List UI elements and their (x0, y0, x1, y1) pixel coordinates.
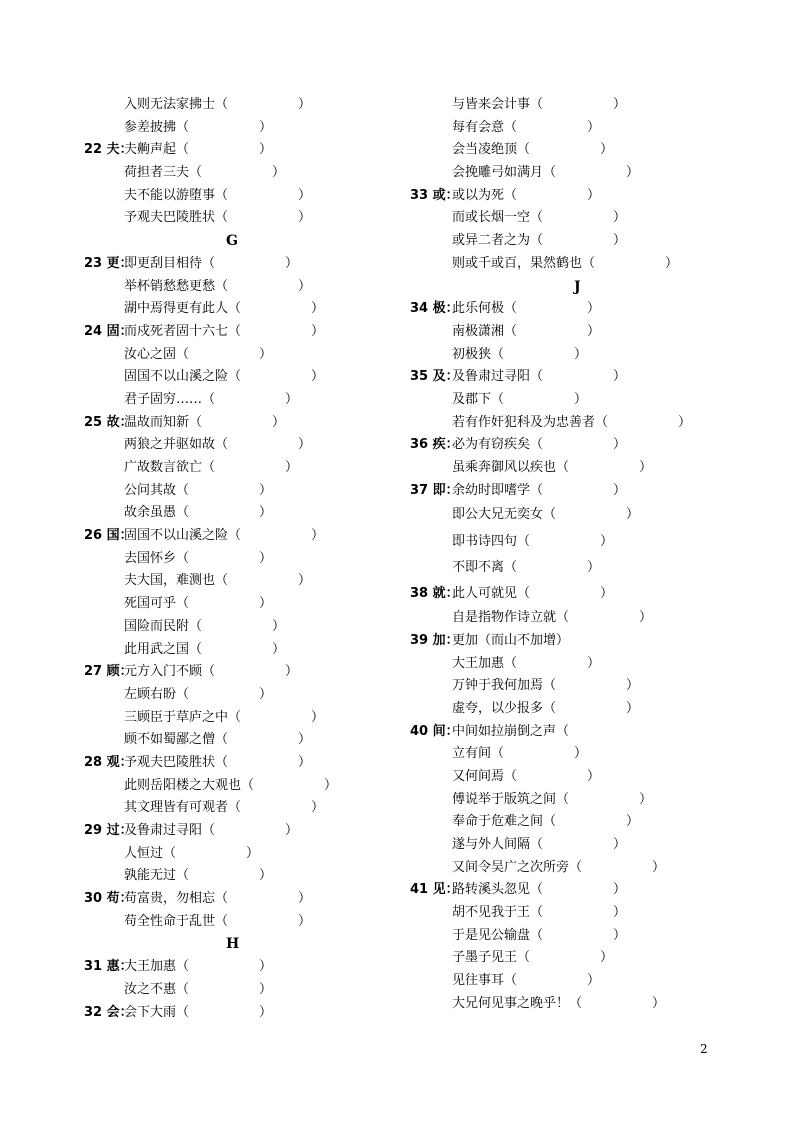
example-sentence: 路转溪头忽见（ (452, 882, 544, 898)
left-column (84, 94, 404, 1024)
example-sentence: 死国可乎（ (124, 596, 190, 612)
exercise-line (410, 412, 740, 435)
section-heading: J (574, 278, 581, 295)
exercise-line (410, 344, 740, 367)
example-sentence: 夫不能以游堕事（ (124, 187, 229, 203)
exercise-line (410, 555, 740, 581)
exercise-line (84, 548, 404, 571)
entry-heading: 36 疾： (410, 437, 459, 453)
example-sentence: 又何间焉（ (452, 768, 518, 784)
section-letter (84, 933, 404, 956)
exercise-line (410, 480, 740, 503)
exercise-line (410, 207, 740, 230)
example-sentence: 荷担者三夫（ (124, 165, 203, 181)
answer-blank-close: ） (639, 610, 653, 626)
exercise-line (84, 502, 404, 525)
exercise-line (84, 593, 404, 616)
example-sentence: 苟全性命于乱世（ (124, 913, 229, 929)
example-sentence: 子墨子见王（ (452, 950, 531, 966)
example-sentence: 或异二者之为（ (452, 233, 544, 249)
answer-blank-close: ） (298, 97, 312, 112)
entry-heading: 29 过： (84, 823, 133, 838)
example-sentence: 湖中焉得更有此人（ (124, 301, 242, 317)
answer-blank-close: ） (272, 641, 286, 657)
entry-heading: 41 见： (410, 882, 459, 898)
entry-heading: 26 国： (84, 528, 133, 544)
exercise-line (410, 117, 740, 140)
exercise-line (410, 162, 740, 185)
exercise-line (410, 581, 740, 607)
answer-blank-close: ） (285, 255, 299, 271)
example-sentence: 虽乘奔御风以疾也（ (452, 460, 570, 475)
exercise-line (84, 457, 404, 480)
answer-blank-close: ） (613, 437, 627, 453)
example-sentence: 故余虽愚（ (124, 505, 190, 521)
answer-blank-close: ） (574, 391, 588, 407)
exercise-line (410, 834, 740, 857)
exercise-line (84, 684, 404, 707)
exercise-line (84, 94, 404, 117)
exercise-line (84, 979, 404, 1002)
exercise-line (84, 480, 404, 503)
example-sentence: 左顾右盼（ (124, 686, 190, 702)
exercise-line (84, 570, 404, 593)
exercise-line (410, 653, 740, 676)
entry-heading: 40 间： (410, 723, 459, 739)
answer-blank-close: ） (259, 959, 273, 975)
exercise-line (410, 675, 740, 698)
answer-blank-close: ） (246, 845, 260, 861)
exercise-line (84, 117, 404, 140)
example-sentence: 入则无法家拂士（ (124, 97, 229, 112)
answer-blank-close: ） (298, 732, 312, 748)
exercise-line (84, 797, 404, 820)
exercise-line (410, 925, 740, 948)
exercise-line (410, 698, 740, 721)
answer-blank-close: ） (259, 550, 273, 566)
section-letter (84, 230, 404, 253)
example-sentence: 固国不以山溪之险（ (124, 369, 242, 385)
exercise-line (410, 139, 740, 162)
answer-blank-close: ） (587, 187, 601, 203)
example-sentence: 若有作奸犯科及为忠善者（ (452, 414, 609, 430)
exercise-line (84, 434, 404, 457)
example-sentence: 会挽雕弓如满月（ (452, 165, 557, 181)
answer-blank-close: ） (587, 768, 601, 784)
answer-blank-close: ） (613, 97, 627, 112)
exercise-line (84, 344, 404, 367)
exercise-line (410, 502, 740, 528)
example-sentence: 胡不见我于王（ (452, 905, 544, 921)
example-sentence: 予观夫巴陵胜状（ (124, 754, 229, 770)
example-sentence: 温故而知新（ (124, 414, 203, 430)
example-sentence: 苟富贵，勿相忘（ (124, 891, 229, 907)
answer-blank-close: ） (259, 981, 273, 997)
example-sentence: 举杯销愁愁更愁（ (124, 278, 229, 294)
example-sentence: 万钟于我何加焉（ (452, 678, 557, 694)
entry-heading: 35 及： (410, 369, 459, 385)
exercise-line (84, 366, 404, 389)
example-sentence: 孰能无过（ (124, 868, 190, 884)
exercise-line (84, 729, 404, 752)
exercise-line (410, 94, 740, 117)
entry-heading: 27 顾： (84, 664, 133, 680)
example-sentence: 大王加惠（ (124, 959, 190, 975)
example-sentence: 南极潇湘（ (452, 323, 518, 339)
answer-blank-close: ） (272, 414, 286, 430)
answer-blank-close: ） (259, 142, 273, 158)
example-sentence: 顾不如蜀鄙之僧（ (124, 732, 229, 748)
answer-blank-close: ） (587, 119, 601, 135)
answer-blank-close: ） (259, 119, 273, 135)
example-sentence: 夫齁声起（ (124, 142, 190, 158)
exercise-line (84, 525, 404, 548)
answer-blank-close: ） (613, 837, 627, 852)
answer-blank-close: ） (298, 573, 312, 589)
exercise-line (410, 434, 740, 457)
answer-blank-close: ） (324, 777, 338, 793)
answer-blank-close: ） (285, 823, 299, 838)
exercise-line (84, 1002, 404, 1025)
exercise-line (410, 253, 740, 276)
answer-blank-close: ） (311, 528, 325, 544)
answer-blank-close: ） (626, 507, 640, 523)
entry-heading: 37 即： (410, 482, 459, 498)
example-sentence: 即更刮目相待（ (124, 255, 216, 271)
exercise-line (410, 529, 740, 555)
exercise-line (410, 857, 740, 880)
answer-blank-close: ） (587, 323, 601, 339)
answer-blank-close: ） (587, 559, 601, 575)
example-sentence: 君子固穷……（ (124, 391, 216, 407)
entry-heading: 30 苟： (84, 891, 133, 907)
example-sentence: 即公大兄无奕女（ (452, 507, 557, 523)
exercise-line (84, 911, 404, 934)
exercise-line (410, 230, 740, 253)
answer-blank-close: ） (600, 950, 614, 966)
exercise-line (410, 947, 740, 970)
exercise-line (84, 707, 404, 730)
answer-blank-close: ） (311, 323, 325, 339)
answer-blank-close: ） (574, 746, 588, 762)
example-sentence: 傅说举于版筑之间（ (452, 791, 570, 807)
exercise-line (410, 879, 740, 902)
exercise-line (410, 389, 740, 412)
exercise-line (84, 207, 404, 230)
answer-blank-close: ） (652, 995, 666, 1011)
example-sentence: 与皆来会计事（ (452, 97, 544, 112)
answer-blank-close: ） (600, 585, 614, 601)
entry-heading: 39 加： (410, 632, 459, 648)
exercise-line (84, 888, 404, 911)
answer-blank-close: ） (259, 868, 273, 884)
answer-blank-close: ） (626, 814, 640, 830)
exercise-line (84, 661, 404, 684)
exercise-line (410, 607, 740, 630)
section-heading: G (226, 233, 238, 250)
answer-blank-close: ） (259, 596, 273, 612)
answer-blank-close: ） (639, 791, 653, 807)
answer-blank-close: ） (613, 905, 627, 921)
exercise-line (84, 298, 404, 321)
example-sentence: 或以为死（ (452, 187, 518, 203)
exercise-line (410, 811, 740, 834)
exercise-line (84, 253, 404, 276)
example-sentence: 遂与外人间隔（ (452, 837, 544, 852)
example-sentence: 不即不离（ (452, 559, 518, 575)
exercise-line (410, 185, 740, 208)
answer-blank-close: ） (587, 655, 601, 671)
exercise-line (84, 639, 404, 662)
section-letter (410, 276, 740, 299)
example-sentence: 此乐何极（ (452, 301, 518, 317)
answer-blank-close: ） (626, 700, 640, 716)
example-sentence: 而或长烟一空（ (452, 210, 544, 226)
example-sentence: 及鲁肃过寻阳（ (124, 823, 216, 838)
answer-blank-close: ） (613, 233, 627, 249)
answer-blank-close: ） (259, 482, 273, 498)
section-heading: H (226, 936, 240, 953)
answer-blank-close: ） (298, 210, 312, 226)
answer-blank-close: ） (600, 142, 614, 158)
entry-heading: 24 固： (84, 323, 133, 339)
exercise-line (410, 902, 740, 925)
answer-blank-close: ） (626, 678, 640, 694)
answer-blank-close: ） (626, 165, 640, 181)
answer-blank-close: ） (574, 346, 588, 362)
entry-heading: 25 故： (84, 414, 133, 430)
example-sentence: 必为有窃疾矣（ (452, 437, 544, 453)
example-sentence: 中间如拉崩倒之声（ (452, 723, 570, 739)
exercise-line (410, 721, 740, 744)
example-sentence: 则或千或百，果然鹤也（ (452, 255, 596, 271)
entry-heading: 22 夫： (84, 142, 133, 158)
right-column (410, 94, 740, 1016)
answer-blank-close: ） (613, 927, 627, 943)
answer-blank-close: ） (665, 255, 679, 271)
exercise-line (410, 366, 740, 389)
answer-blank-close: ） (613, 369, 627, 385)
example-sentence: 国险而民附（ (124, 618, 203, 634)
answer-blank-close: ） (272, 165, 286, 181)
example-sentence: 参差披拂（ (124, 119, 190, 135)
entry-heading: 32 会： (84, 1004, 133, 1020)
exercise-line (84, 820, 404, 843)
example-sentence: 公问其故（ (124, 482, 190, 498)
entry-heading: 34 极： (410, 301, 459, 317)
example-sentence: 三顾臣于草庐之中（ (124, 709, 242, 725)
entry-heading: 33 或： (410, 187, 459, 203)
answer-blank-close: ） (298, 278, 312, 294)
exercise-line (410, 298, 740, 321)
exercise-line (84, 843, 404, 866)
example-sentence: 大兄何见事之晚乎！（ (452, 995, 583, 1011)
example-sentence: 立有间（ (452, 746, 505, 762)
exercise-line (410, 970, 740, 993)
answer-blank-close: ） (678, 414, 692, 430)
page-number: 2 (700, 1042, 708, 1056)
answer-blank-close: ） (587, 973, 601, 989)
answer-blank-close: ） (259, 346, 273, 362)
example-sentence: 及鲁肃过寻阳（ (452, 369, 544, 385)
example-sentence: 余幼时即嗜学（ (452, 482, 544, 498)
exercise-line (84, 162, 404, 185)
exercise-line (410, 993, 740, 1016)
exercise-line (84, 412, 404, 435)
example-sentence: 初极狭（ (452, 346, 505, 362)
example-sentence: 而戍死者固十六七（ (124, 323, 242, 339)
example-sentence: 元方入门不顾（ (124, 664, 216, 680)
answer-blank-close: ） (613, 882, 627, 898)
example-sentence: 每有会意（ (452, 119, 518, 135)
example-sentence: 汝心之固（ (124, 346, 190, 362)
example-sentence: 此用武之国（ (124, 641, 203, 657)
answer-blank-close: ） (259, 505, 273, 521)
answer-blank-close: ） (311, 369, 325, 385)
answer-blank-close: ） (613, 210, 627, 226)
answer-blank-close: ） (285, 460, 299, 475)
example-sentence: 汝之不惠（ (124, 981, 190, 997)
exercise-line (410, 321, 740, 344)
exercise-line (84, 752, 404, 775)
exercise-line (84, 865, 404, 888)
example-sentence: 又间令吴广之次所旁（ (452, 859, 583, 875)
entry-heading: 28 观： (84, 754, 133, 770)
example-sentence: 两狼之并驱如故（ (124, 437, 229, 453)
example-sentence: 此人可就见（ (452, 585, 531, 601)
exercise-line (84, 389, 404, 412)
exercise-line (410, 766, 740, 789)
answer-blank-close: ） (298, 913, 312, 929)
answer-blank-close: ） (298, 891, 312, 907)
example-sentence: 予观夫巴陵胜状（ (124, 210, 229, 226)
entry-heading: 31 惠： (84, 959, 133, 975)
exercise-line (84, 276, 404, 299)
answer-blank-close: ） (652, 859, 666, 875)
answer-blank-close: ） (600, 533, 614, 549)
answer-blank-close: ） (259, 686, 273, 702)
exercise-line (410, 743, 740, 766)
answer-blank-close: ） (639, 460, 653, 475)
example-sentence: 夫大国，难测也（ (124, 573, 229, 589)
answer-blank-close: ） (272, 618, 286, 634)
exercise-line (84, 616, 404, 639)
answer-blank-close: ） (298, 187, 312, 203)
answer-blank-close: ） (311, 800, 325, 816)
exercise-line (84, 956, 404, 979)
answer-blank-close: ） (285, 664, 299, 680)
answer-blank-close: ） (311, 709, 325, 725)
exercise-line (410, 789, 740, 812)
example-sentence: 及郡下（ (452, 391, 505, 407)
example-sentence: 此则岳阳楼之大观也（ (124, 777, 255, 793)
example-sentence: 人恒过（ (124, 845, 177, 861)
example-sentence: 奉命于危难之间（ (452, 814, 557, 830)
example-sentence: 会当凌绝顶（ (452, 142, 531, 158)
exercise-line (410, 630, 740, 653)
answer-blank-close: ） (298, 437, 312, 453)
example-sentence: 虚夸，以少报多（ (452, 700, 557, 716)
exercise-line (84, 775, 404, 798)
example-sentence: 固国不以山溪之险（ (124, 528, 242, 544)
answer-blank-close: ） (298, 754, 312, 770)
exercise-line (84, 139, 404, 162)
answer-blank-close: ） (587, 301, 601, 317)
entry-heading: 23 更： (84, 255, 133, 271)
example-sentence: 自是指物作诗立就（ (452, 610, 570, 626)
example-sentence: 去国怀乡（ (124, 550, 190, 566)
example-sentence: 即书诗四句（ (452, 533, 531, 549)
answer-blank-close: ） (285, 391, 299, 407)
example-sentence: 于是见公输盘（ (452, 927, 544, 943)
exercise-line (410, 457, 740, 480)
example-sentence: 广故数言欲亡（ (124, 460, 216, 475)
example-sentence: 大王加惠（ (452, 655, 518, 671)
entry-heading: 38 就： (410, 585, 459, 601)
example-sentence: 更加（而山不加增） (452, 632, 570, 648)
exercise-line (84, 321, 404, 344)
answer-blank-close: ） (311, 301, 325, 317)
example-sentence: 见往事耳（ (452, 973, 518, 989)
example-sentence: 其文理皆有可观者（ (124, 800, 242, 816)
answer-blank-close: ） (259, 1004, 273, 1020)
exercise-line (84, 185, 404, 208)
answer-blank-close: ） (613, 482, 627, 498)
example-sentence: 会下大雨（ (124, 1004, 190, 1020)
